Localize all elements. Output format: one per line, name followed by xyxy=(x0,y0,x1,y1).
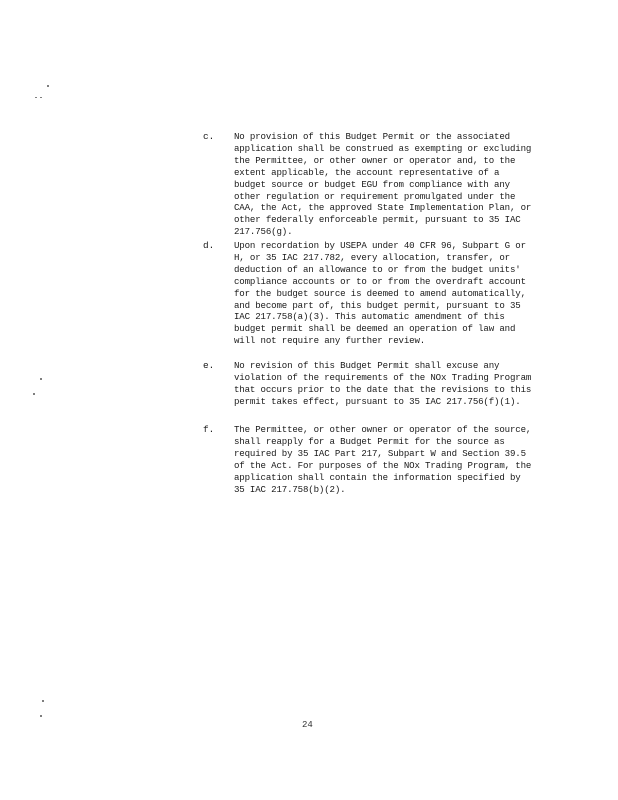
clause-text: Upon recordation by USEPA under 40 CFR 96, Subpart G or H, or 35 IAC 217.782, every allocation, transfer, or deduction of an allowance to or from the budget units' compliance accounts or to or from the overdraft account for the budget source is deemed to amend automatically, and become part of, this budget permit, pursuant to 35 IAC 217.758(a)(3). This automatic amendment of this budget permit shall be deemed an operation of law and will not require any further review. xyxy=(234,240,532,347)
scan-speck xyxy=(33,393,35,395)
scan-speck xyxy=(40,715,42,717)
clause-f xyxy=(203,424,537,495)
scan-speck xyxy=(40,97,42,98)
clause-label: c. xyxy=(203,131,215,142)
clause-label: e. xyxy=(203,360,215,371)
clause-label: f. xyxy=(203,424,215,435)
clause-e xyxy=(203,360,537,408)
clause-text: No provision of this Budget Permit or the associated application shall be construed as exempting or excluding the Permittee, or other owner or operator and, to the extent applicable, the account representative of a budget source or budget EGU from compliance with any other regulation or requirement promulgated under the CAA, the Act, the approved State Implementation Plan, or other federally enforceable permit, pursuant to 35 IAC 217.756(g). xyxy=(234,131,537,238)
clause-text: No revision of this Budget Permit shall excuse any violation of the requirements of the NOx Trading Program that occurs prior to the date that the revisions to this permit takes effect, pursuant to 35 IAC 217.756(f)(1). xyxy=(234,360,537,407)
scan-speck xyxy=(35,97,37,98)
clause-label: d. xyxy=(203,240,215,251)
scan-speck xyxy=(47,85,49,87)
scan-speck xyxy=(42,700,44,702)
scan-speck xyxy=(40,378,42,380)
clause-c xyxy=(203,131,537,238)
page-number: 24 xyxy=(302,720,313,730)
clause-d xyxy=(203,240,533,347)
clause-text: The Permittee, or other owner or operator of the source, shall reapply for a Budget Permit for the source as required by 35 IAC Part 217, Subpart W and Section 39.5 of the Act. For purposes of the NOx Trading Program, the application shall contain the information specified by 35 IAC 217.758(b)(2). xyxy=(234,424,537,495)
